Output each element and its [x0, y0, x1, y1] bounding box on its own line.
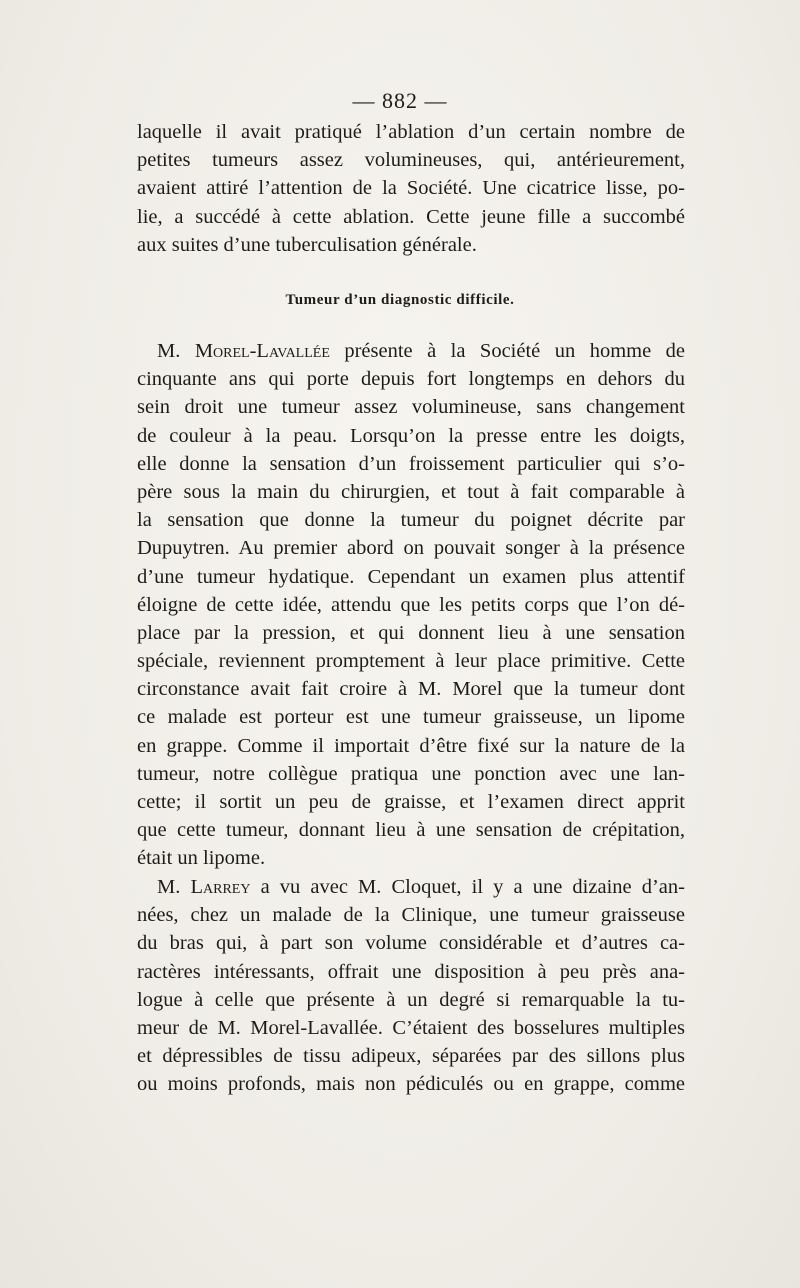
- text-line: Dupuytren. Au premier abord on pouvait songer à la présence: [137, 537, 685, 560]
- text-line: en grappe. Comme il importait d’être fixé sur la nature de la: [137, 734, 685, 757]
- text-line: la sensation que donne la tumeur du poignet décrite par: [137, 509, 685, 532]
- text-line: cette; il sortit un peu de graisse, et l’examen direct apprit: [137, 791, 685, 813]
- page-number: — 882 —: [352, 88, 448, 113]
- text-line-first: [137, 337, 685, 365]
- text-line: du bras qui, à part son volume considérable et d’autres ca-: [137, 932, 685, 955]
- text-line: meur de M. Morel-Lavallée. C’étaient des bosselures multiples: [137, 1016, 685, 1039]
- text-line: avaient attiré l’attention de la Société. Une cicatrice lisse, po-: [137, 177, 685, 200]
- first-line-text: a vu avec M. Cloquet, il y a une dizaine d’an-: [250, 876, 685, 898]
- text-line: logue à celle que présente à un degré si remarquable la tu-: [137, 988, 685, 1011]
- paragraph-morel-lavallee: [137, 337, 685, 873]
- text-line: ce malade est porteur est une tumeur graisseuse, un lipome: [137, 706, 685, 729]
- text-line: circonstance avait fait croire à M. Morel que la tumeur dont: [137, 678, 685, 701]
- text-line: de couleur à la peau. Lorsqu’on la presse entre les doigts,: [137, 424, 685, 447]
- text-line: tumeur, notre collègue pratiqua une ponction avec une lan-: [137, 762, 685, 785]
- speaker-name: Larrey: [190, 876, 251, 898]
- first-line-text: présente à la Société un homme de: [329, 340, 685, 362]
- text-line: d’une tumeur hydatique. Cependant un examen plus attentif: [137, 565, 685, 588]
- paragraph-continuation: [137, 118, 685, 259]
- text-line: était un lipome.: [137, 847, 266, 870]
- text-line: laquelle il avait pratiqué l’ablation d’un certain nombre de: [137, 121, 685, 143]
- text-line: petites tumeurs assez volumineuses, qui, antérieurement,: [137, 149, 685, 172]
- text-line: que cette tumeur, donnant lieu à une sensation de crépitation,: [137, 819, 685, 842]
- text-line: place par la pression, et qui donnent lieu à une sensation: [137, 621, 685, 644]
- text-line: ractères intéressants, offrait une disposition à peu près ana-: [137, 960, 685, 983]
- text-line: lie, a succédé à cette ablation. Cette jeune fille a succombé: [137, 205, 685, 228]
- text-line: éloigne de cette idée, attendu que les petits corps que l’on dé-: [137, 593, 685, 616]
- section-heading: Tumeur d’un diagnostic difficile.: [285, 292, 515, 308]
- speaker-prefix: M.: [157, 876, 191, 898]
- text-line: spéciale, reviennent promptement à leur place primitive. Cette: [137, 650, 685, 673]
- text-line: père sous la main du chirurgien, et tout à fait comparable à: [137, 480, 685, 503]
- text-line: sein droit une tumeur assez volumineuse, sans changement: [137, 396, 685, 419]
- text-line: elle donne la sensation d’un froissement particulier qui s’o-: [137, 452, 685, 475]
- text-line: ou moins profonds, mais non pédiculés ou en grappe, comme: [137, 1073, 685, 1096]
- speaker-name: Morel-Lavallée: [194, 340, 330, 362]
- text-line: et dépressibles de tissu adipeux, séparées par des sillons plus: [137, 1045, 685, 1068]
- text-line: nées, chez un malade de la Clinique, une tumeur graisseuse: [137, 904, 685, 927]
- text-line: aux suites d’une tuberculisation générale.: [137, 233, 477, 256]
- text-line: cinquante ans qui porte depuis fort longtemps en dehors du: [137, 368, 685, 391]
- text-line-first: [137, 873, 685, 901]
- paragraph-larrey: [137, 873, 685, 1099]
- speaker-prefix: M.: [157, 340, 195, 362]
